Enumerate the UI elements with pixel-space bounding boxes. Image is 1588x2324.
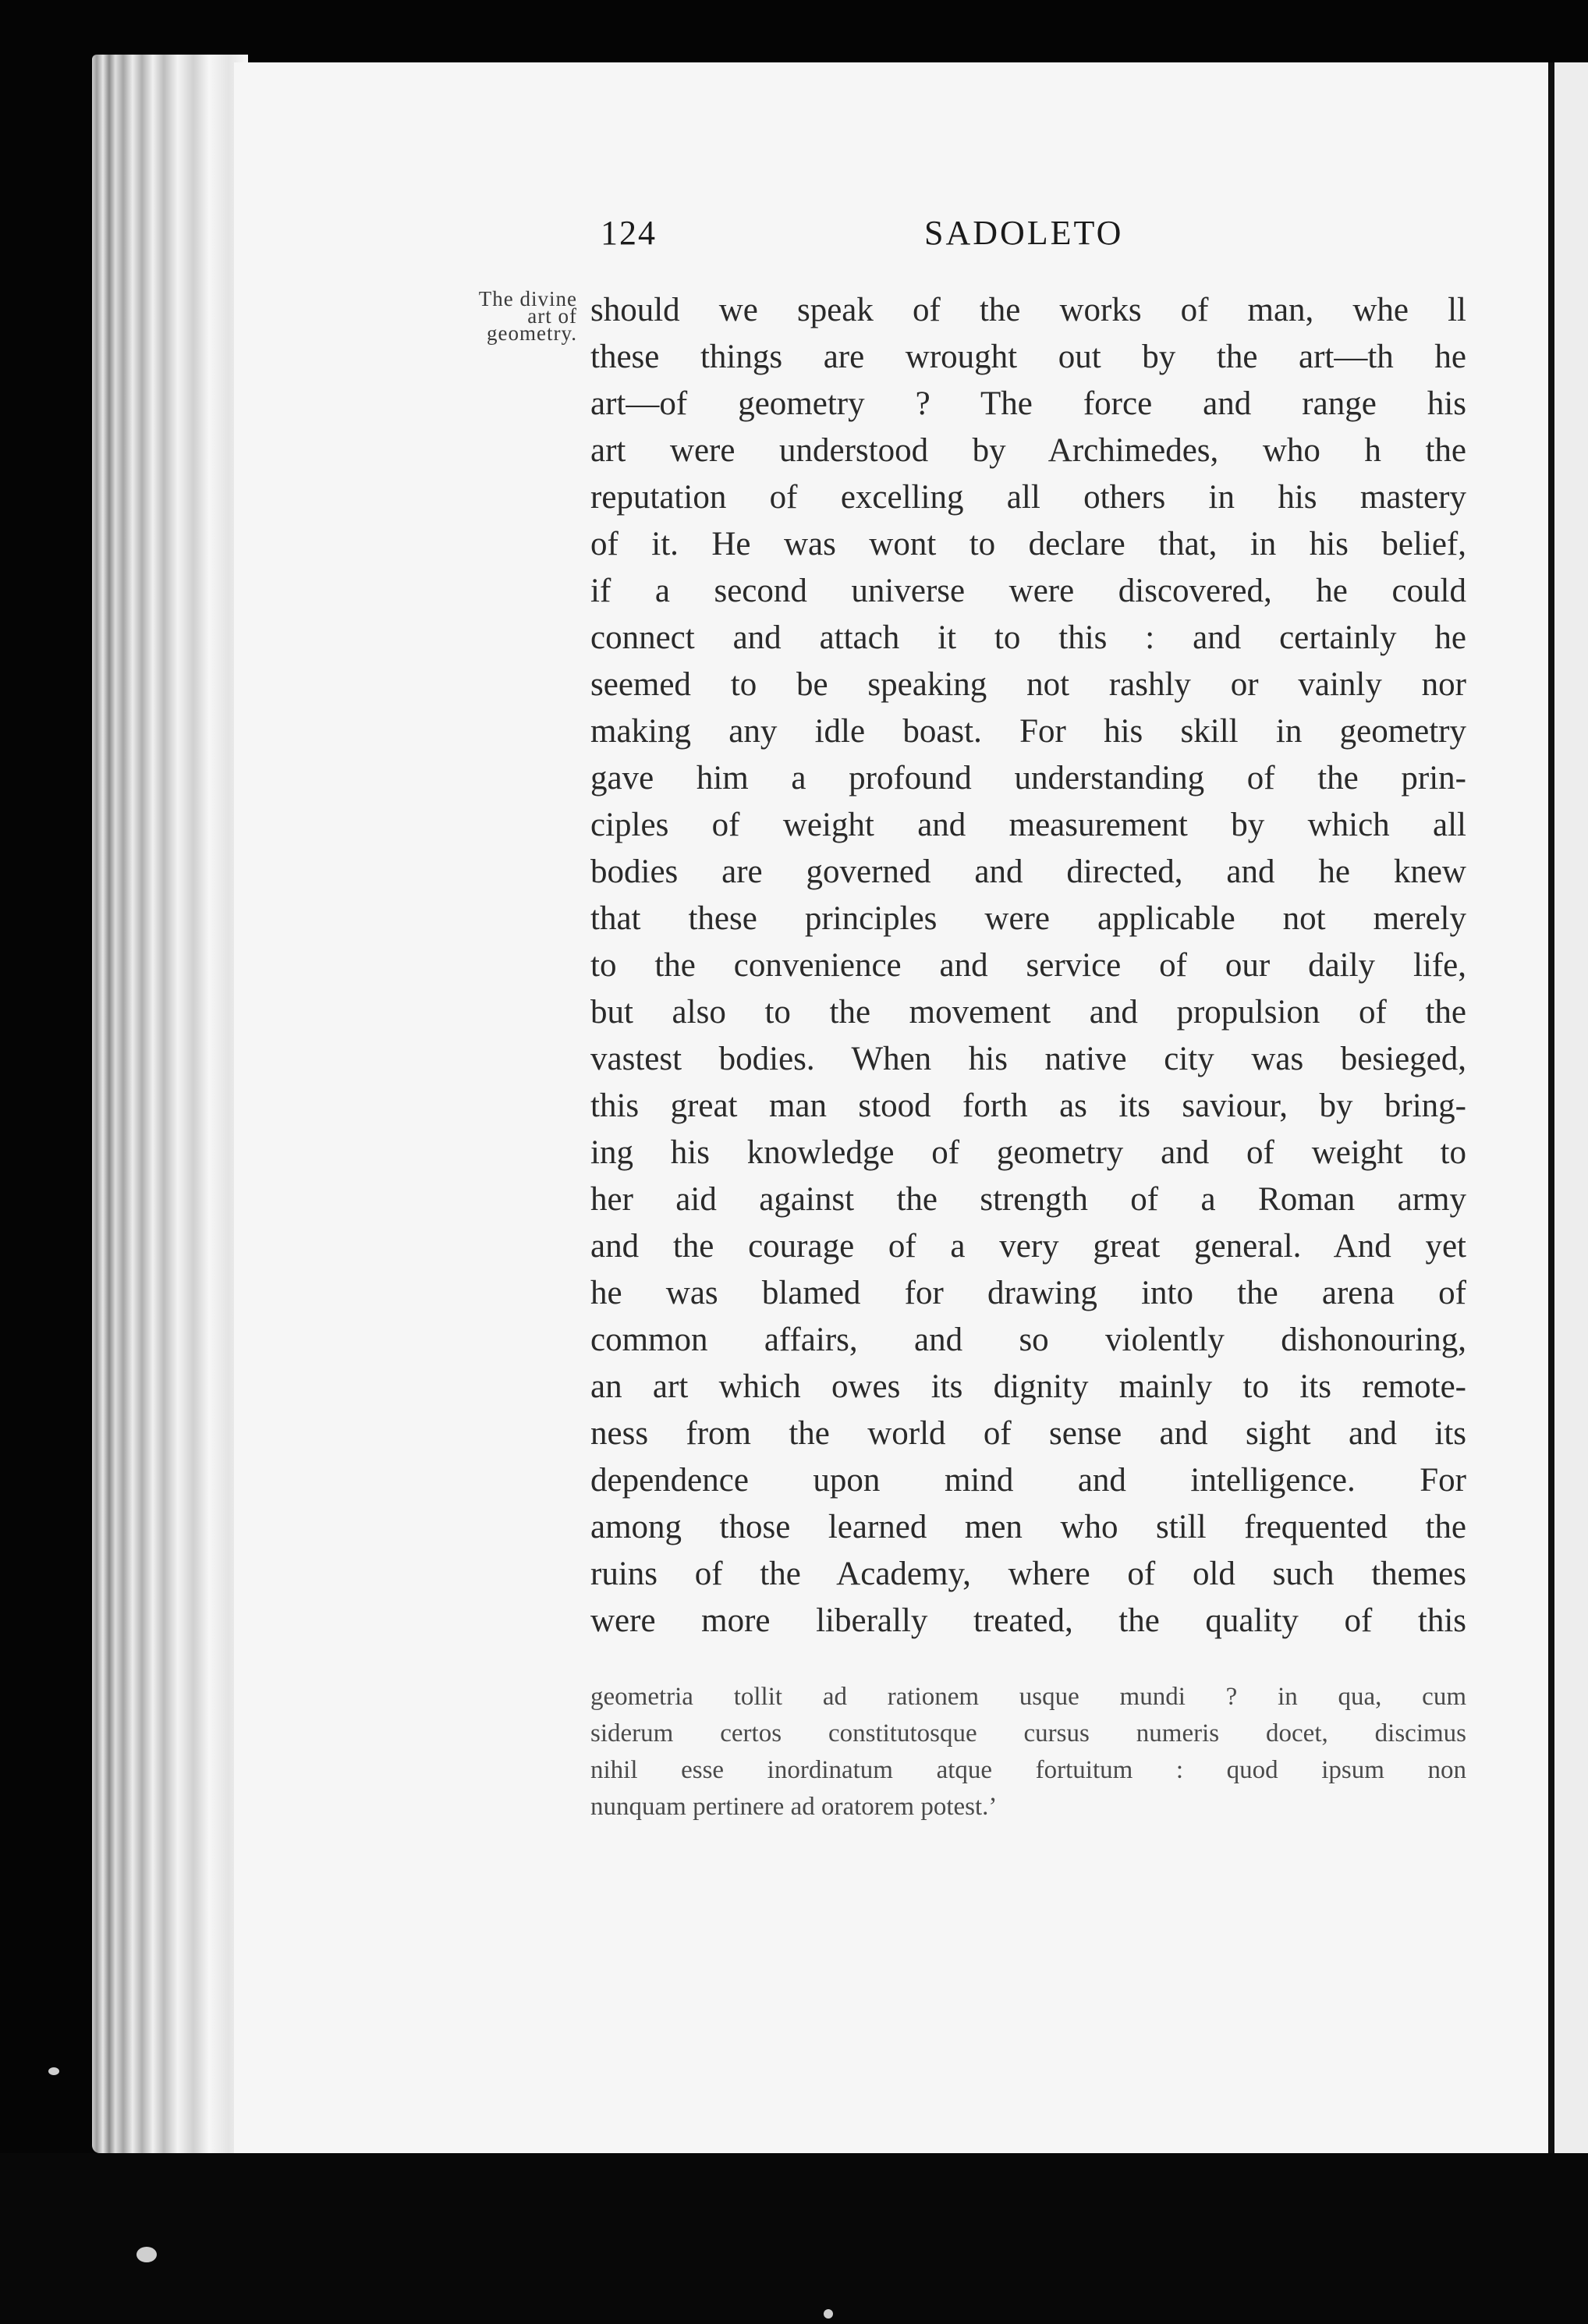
- dust-speck: [824, 2309, 833, 2319]
- text-line: common affairs, and so violently dishonouring,: [590, 1322, 1466, 1358]
- text-line: among those learned men who still frequented the: [590, 1509, 1466, 1545]
- scanner-background: [0, 2153, 1588, 2324]
- text-line: that these principles were applicable not merely: [590, 900, 1466, 937]
- text-line: ing his knowledge of geometry and of weight to: [590, 1134, 1466, 1171]
- text-line: ruins of the Academy, where of old such themes: [590, 1556, 1466, 1592]
- text-line: gave him a profound understanding of the prin-: [590, 760, 1466, 797]
- text-line: he was blamed for drawing into the arena of: [590, 1275, 1466, 1311]
- text-line: should we speak of the works of man, whe ll: [590, 292, 1466, 328]
- facing-page-edge: [1548, 62, 1588, 2153]
- text-line: seemed to be speaking not rashly or vainly nor: [590, 666, 1466, 703]
- footnote-line: nunquam pertinere ad oratorem potest.’: [590, 1793, 998, 1821]
- text-line: dependence upon mind and intelligence. For: [590, 1462, 1466, 1499]
- footnote: [590, 1679, 1466, 1825]
- text-line: if a second universe were discovered, he could: [590, 573, 1466, 609]
- page-number: 124: [601, 214, 657, 252]
- text-line: this great man stood forth as its saviour, by bring-: [590, 1087, 1466, 1124]
- text-line: but also to the movement and propulsion of the: [590, 994, 1466, 1031]
- page-header: [601, 213, 1466, 268]
- text-line: art—of geometry ? The force and range his: [590, 385, 1466, 422]
- body-text: [590, 287, 1466, 1645]
- margin-note-line: The divine: [478, 287, 577, 310]
- text-line: these things are wrought out by the art—th he: [590, 339, 1466, 375]
- text-line: her aid against the strength of a Roman army: [590, 1181, 1466, 1218]
- dust-speck: [136, 2247, 157, 2262]
- footnote-line: geometria tollit ad rationem usque mundi ? in qua, cum: [590, 1683, 1466, 1711]
- text-line: of it. He was wont to declare that, in his belief,: [590, 526, 1466, 562]
- text-line: ness from the world of sense and sight and its: [590, 1415, 1466, 1452]
- text-line: to the convenience and service of our daily life,: [590, 947, 1466, 984]
- text-line: connect and attach it to this : and certainly he: [590, 619, 1466, 656]
- margin-note-line: geometry.: [487, 321, 577, 345]
- text-line: making any idle boast. For his skill in geometry: [590, 713, 1466, 750]
- margin-note-line: art of: [527, 304, 577, 328]
- text-line: an art which owes its dignity mainly to its remote-: [590, 1368, 1466, 1405]
- dust-speck: [48, 2067, 59, 2075]
- text-line: ciples of weight and measurement by which all: [590, 807, 1466, 843]
- text-line: and the courage of a very great general. And yet: [590, 1228, 1466, 1265]
- text-line: vastest bodies. When his native city was besieged,: [590, 1041, 1466, 1077]
- margin-note: [390, 287, 577, 345]
- footnote-line: nihil esse inordinatum atque fortuitum : quod ipsum non: [590, 1756, 1466, 1784]
- text-line: bodies are governed and directed, and he knew: [590, 853, 1466, 890]
- text-line: reputation of excelling all others in his mastery: [590, 479, 1466, 516]
- stacked-page-edges: [92, 55, 248, 2153]
- text-line: were more liberally treated, the quality of this: [590, 1602, 1466, 1639]
- text-line: art were understood by Archimedes, who h the: [590, 432, 1466, 469]
- footnote-line: siderum certos constitutosque cursus numeris docet, discimus: [590, 1719, 1466, 1747]
- running-head: SADOLETO: [924, 214, 1124, 252]
